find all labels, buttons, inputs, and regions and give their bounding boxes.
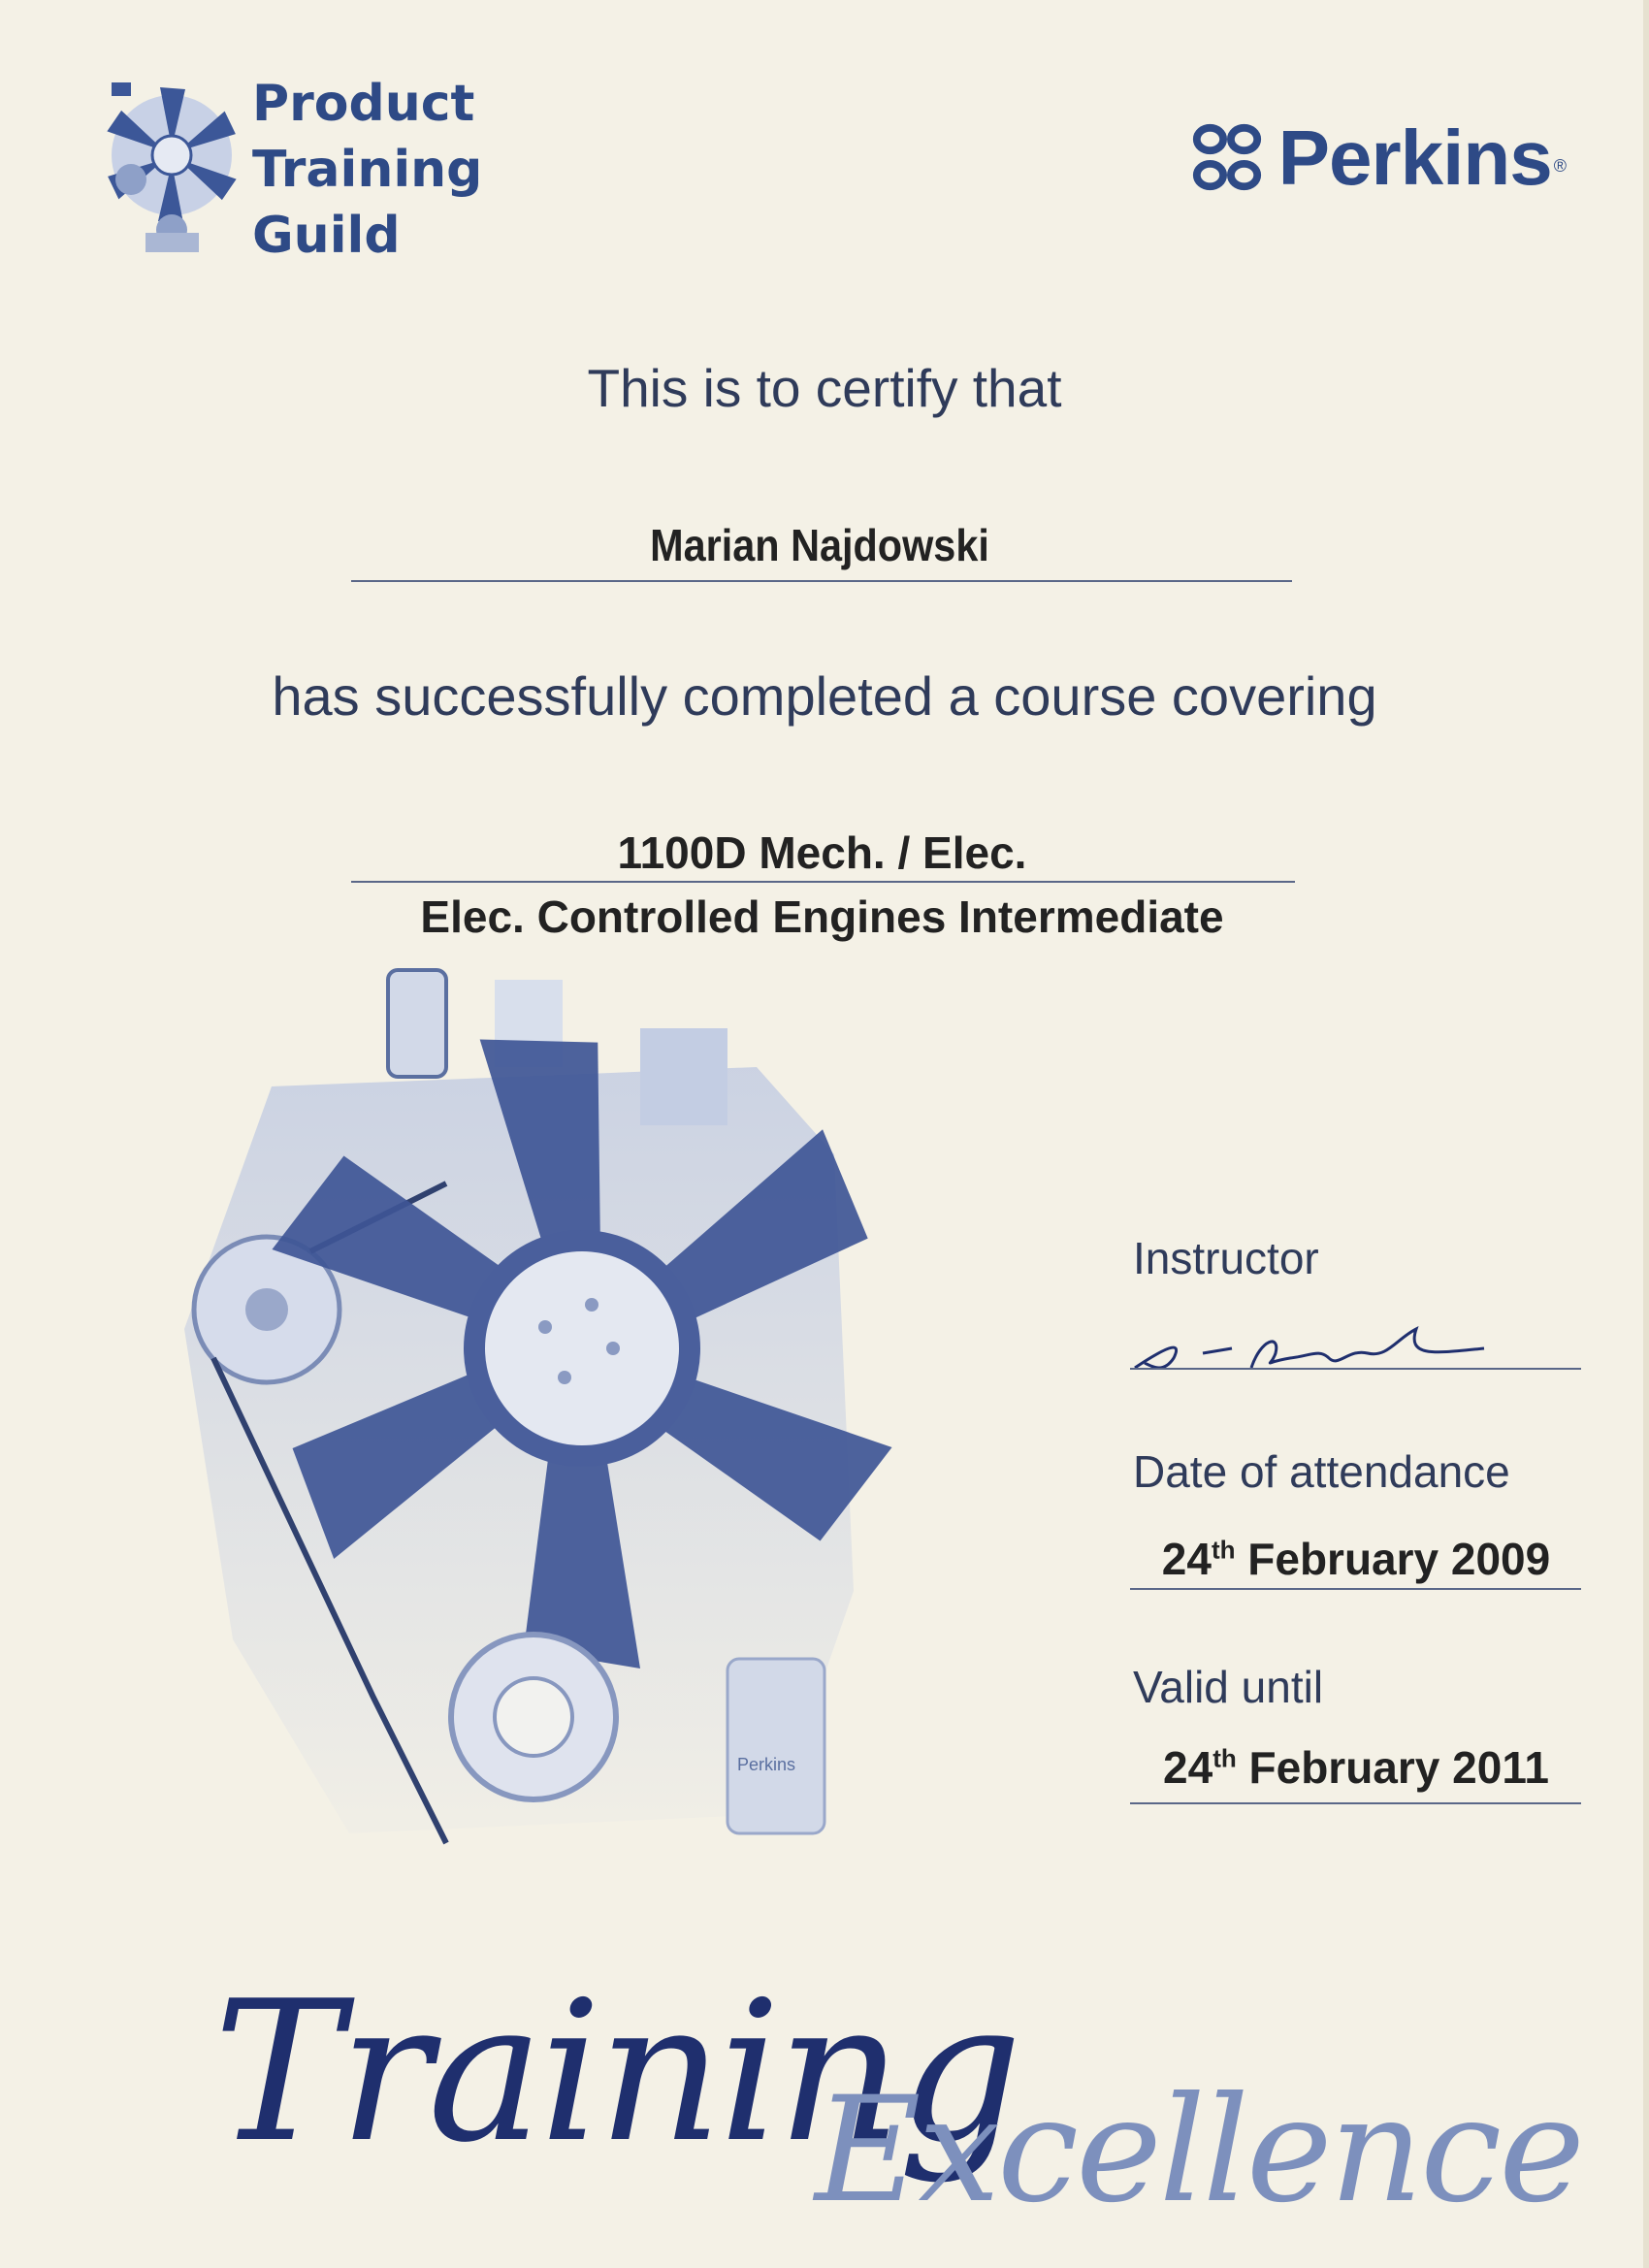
valid-until-label: Valid until <box>1133 1662 1324 1712</box>
product-training-guild-text <box>252 71 482 269</box>
valid-month-year: February 2011 <box>1236 1742 1549 1793</box>
attendance-rule <box>1130 1588 1581 1590</box>
completion-statement: has successfully completed a course covering <box>272 665 1377 727</box>
guild-line-training: Training <box>252 141 483 199</box>
instructor-signature-icon <box>1125 1310 1513 1387</box>
course-title-line2: Elec. Controlled Engines Intermediate <box>420 891 1224 942</box>
instructor-label: Instructor <box>1133 1233 1319 1283</box>
recipient-rule <box>351 580 1292 582</box>
engine-illustration-icon <box>155 960 931 1882</box>
attendance-suffix: th <box>1211 1535 1236 1565</box>
instructor-rule <box>1130 1368 1581 1370</box>
product-training-guild-logo <box>92 53 500 265</box>
engine-filter-label: Perkins <box>737 1755 796 1774</box>
attendance-month-year: February 2009 <box>1235 1534 1551 1584</box>
course-title-line1: 1100D Mech. / Elec. <box>617 827 1027 878</box>
guild-line-guild: Guild <box>252 207 401 265</box>
guild-line-product: Product <box>252 75 475 133</box>
valid-day: 24 <box>1163 1742 1213 1793</box>
perkins-wordmark: Perkins <box>1277 114 1552 201</box>
tagline-excellence: Excellence <box>815 2066 1582 2235</box>
recipient-name: Marian Najdowski <box>650 520 989 570</box>
attendance-day: 24 <box>1161 1534 1212 1584</box>
perkins-logo-mark-icon <box>1189 120 1265 196</box>
page-edge <box>1643 0 1649 2268</box>
valid-suffix: th <box>1212 1743 1237 1773</box>
certify-intro: This is to certify that <box>587 358 1062 418</box>
perkins-logo <box>1189 114 1567 202</box>
tagline-training: Training <box>213 1960 1018 2186</box>
valid-until-date <box>1133 1741 1579 1794</box>
product-training-guild-emblem-icon <box>92 63 247 257</box>
attendance-date <box>1133 1533 1579 1585</box>
course-rule <box>351 881 1295 883</box>
valid-until-rule <box>1130 1802 1581 1804</box>
attendance-label: Date of attendance <box>1133 1446 1510 1497</box>
training-excellence-tagline <box>194 1940 1582 2251</box>
registered-mark: ® <box>1553 155 1567 176</box>
